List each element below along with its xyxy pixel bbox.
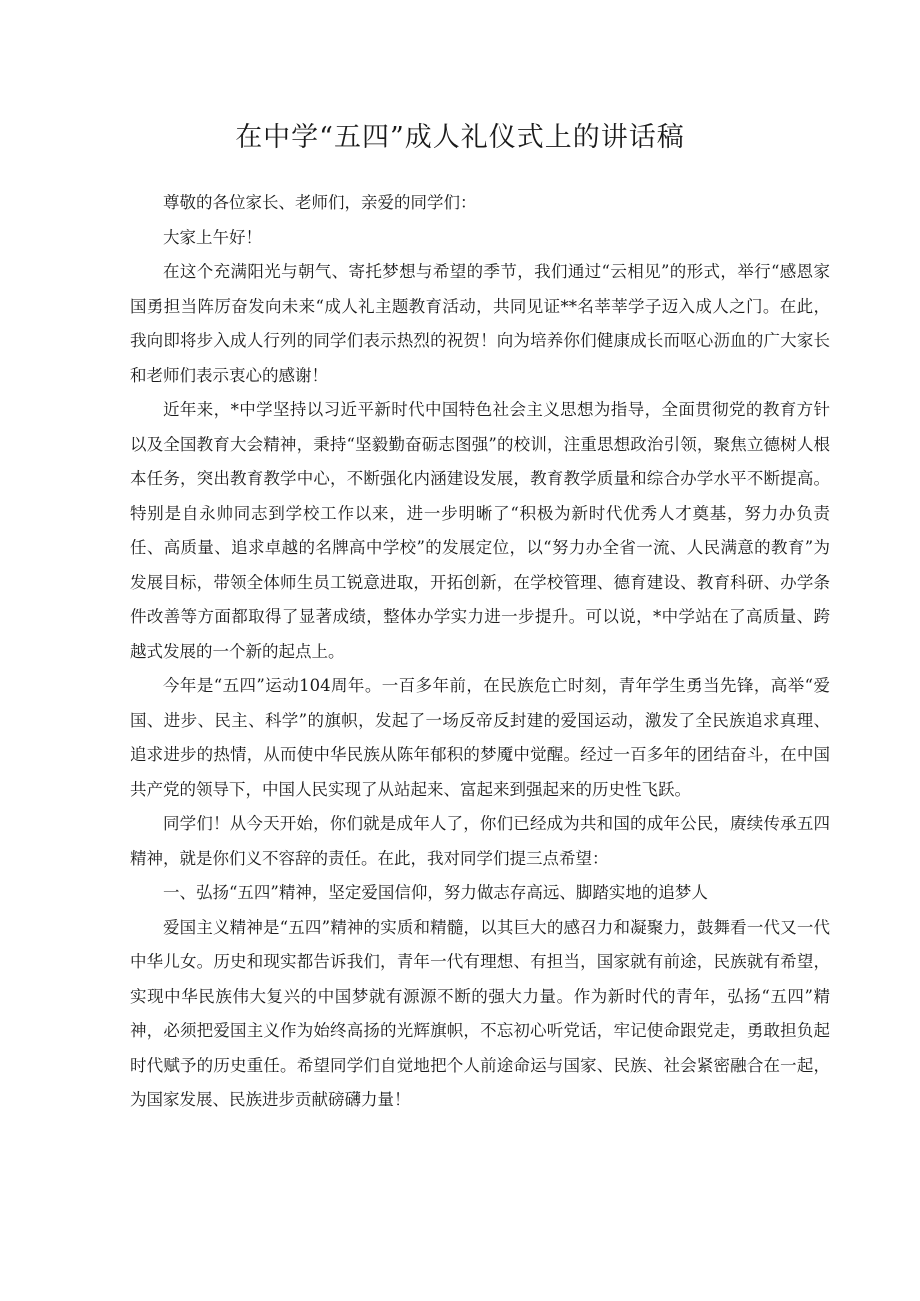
paragraph: 今年是“五四”运动104周年。一百多年前，在民族危亡时刻，青年学生勇当先锋，高举“爱国、进步、民主、科学”的旗帜，发起了一场反帝反封建的爱国运动，激发了全民族追求真理、追求进步的热情，从而使中华民族从陈年郁积的梦魇中觉醒。经过一百多年的团结奋斗，在中国共产党的领导下，中国人民实现了从站起来、富起来到强起来的历史性飞跃。 [130,676,830,799]
salutation: 尊敬的各位家长、老师们，亲爱的同学们： [163,193,477,212]
paragraph: 在这个充满阳光与朝气、寄托梦想与希望的季节，我们通过“云相见”的形式，举行“感恩家国勇担当阵厉奋发向未来“成人礼主题教育活动，共同见证**名莘莘学子迈入成人之门。在此，我向即将步入成人行列的同学们表示热烈的祝贺！向为培养你们健康成长而呕心沥血的广大家长和老师们表示衷心的感谢！ [130,262,830,385]
paragraph: 爱国主义精神是“五四”精神的实质和精髓，以其巨大的感召力和凝聚力，鼓舞看一代又一代中华儿女。历史和现实都告诉我们，青年一代有理想、有担当，国家就有前途，民族就有希望，实现中华民族伟大复兴的中国梦就有源源不断的强大力量。作为新时代的青年，弘扬“五四”精神，必须把爱国主义作为始终高扬的光辉旗帜，不忘初心听党话，牢记使命跟党走，勇敢担负起时代赋予的历史重任。希望同学们自觉地把个人前途命运与国家、民族、社会紧密融合在一起，为国家发展、民族进步贡献磅礴力量！ [130,917,830,1109]
section-heading: 一、弘扬“五四”精神，坚定爱国信仰，努力做志存高远、脚踏实地的追梦人 [163,883,708,902]
paragraph: 近年来，*中学坚持以习近平新时代中国特色社会主义思想为指导，全面贯彻党的教育方针以及全国教育大会精神，秉持“坚毅勤奋砺志图强”的校训，注重思想政治引领，聚焦立德树人根本任务，突出教育教学中心，不断强化内涵建设发展，教育教学质量和综合办学水平不断提高。特别是自永帅同志到学校工作以来，进一步明晰了“积极为新时代优秀人才奠基，努力办负责任、高质量、追求卓越的名牌高中学校”的发展定位，以“努力办全省一流、人民满意的教育”为发展目标，带领全体师生员工锐意进取，开拓创新，在学校管理、德育建设、教育科研、办学条件改善等方面都取得了显著成绩，整体办学实力进一步提升。可以说，*中学站在了高质量、跨越式发展的一个新的起点上。 [130,400,830,661]
document-body [130,186,830,1118]
paragraph: 同学们！从今天开始，你们就是成年人了，你们已经成为共和国的成年公民，赓续传承五四精神，就是你们义不容辞的责任。在此，我对同学们提三点希望： [130,814,830,868]
document-title: 在中学“五四”成人礼仪式上的讲话稿 [235,122,685,153]
greeting: 大家上午好！ [163,227,262,247]
